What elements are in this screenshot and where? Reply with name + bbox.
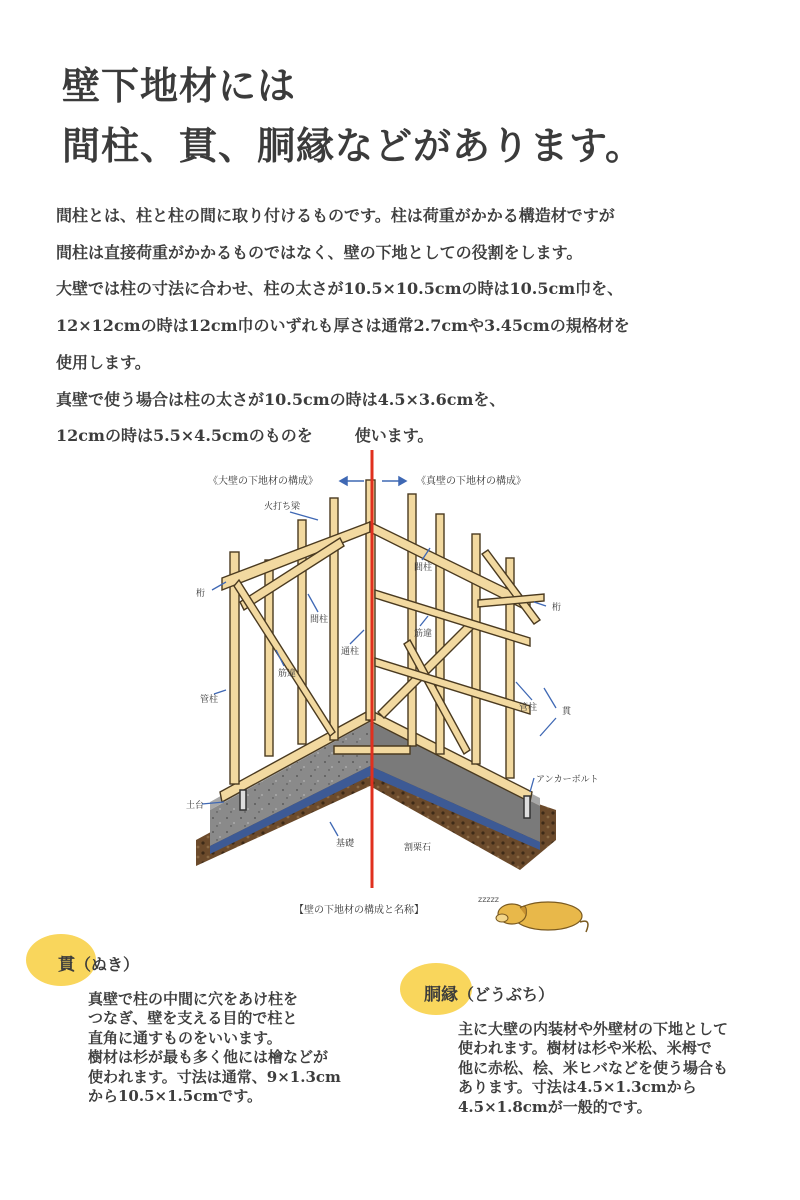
post-right bbox=[408, 494, 416, 746]
nuki-reading: （ぬき） bbox=[75, 955, 140, 974]
doubuchi-line: 4.5×1.8cmが一般的です。 bbox=[458, 1097, 652, 1116]
label-dodai: 土台 bbox=[186, 801, 205, 811]
wood-frame bbox=[220, 480, 544, 802]
beam-left bbox=[222, 522, 370, 590]
label-keta-right: 桁 bbox=[552, 603, 562, 613]
label-mabashira-right: 間柱 bbox=[414, 563, 433, 573]
label-kudabashira-left: 管柱 bbox=[200, 695, 219, 705]
intro-line: 12×12cmの時は12cm巾のいずれも厚さは通常2.7cmや3.45cmの規格材を bbox=[56, 316, 630, 336]
intro-paragraph bbox=[56, 198, 776, 455]
nuki-line: 樹材は杉が最も多く他には檜などが bbox=[88, 1048, 329, 1067]
doubuchi-line: 他に赤松、桧、米ヒバなどを使う場合も bbox=[458, 1058, 729, 1077]
label-sujikai-right: 筋違 bbox=[414, 629, 433, 639]
post-right bbox=[436, 514, 444, 754]
left-heading: 《大壁の下地材の構成》 bbox=[208, 476, 318, 487]
brace-left bbox=[234, 580, 335, 736]
doubuchi-line: 使われます。樹材は杉や米松、米栂で bbox=[458, 1039, 712, 1058]
label-tooribashira: 通柱 bbox=[341, 647, 360, 657]
doubuchi-title bbox=[424, 980, 554, 1005]
sleep-text: zzzzz bbox=[478, 895, 499, 904]
foundation bbox=[196, 712, 556, 870]
label-keta-left: 桁 bbox=[196, 589, 206, 599]
diagram-caption: 【壁の下地材の構成と名称】 bbox=[294, 905, 424, 916]
intro-last-b: 使います。 bbox=[354, 426, 434, 446]
nuki-description bbox=[88, 990, 341, 1106]
title-line-2: 間柱、貫、胴縁などがあります。 bbox=[62, 123, 644, 168]
doubuchi-line: 主に大壁の内装材や外壁材の下地として bbox=[458, 1020, 729, 1038]
nuki-line: 真壁で柱の中間に穴をあけ柱を bbox=[88, 990, 299, 1008]
nuki-line: から10.5×1.5cmです。 bbox=[88, 1087, 263, 1106]
doubuchi-reading: （どうぶち） bbox=[458, 985, 555, 1004]
label-wariguri: 割栗石 bbox=[404, 843, 432, 853]
nuki-line: 使われます。寸法は通常、9×1.3cm bbox=[88, 1067, 341, 1086]
nuki-line: つなぎ、壁を支える目的で柱と bbox=[88, 1009, 298, 1028]
doubuchi-line: あります。寸法は4.5×1.3cmから bbox=[458, 1078, 697, 1097]
nuki-line: 直角に通すものをいいます。 bbox=[88, 1028, 282, 1047]
right-heading: 《真壁の下地材の構成》 bbox=[416, 476, 526, 487]
wall-framing-diagram bbox=[0, 450, 800, 950]
label-anchor-bolt: アンカーボルト bbox=[536, 775, 599, 785]
label-hiuchibari: 火打ち梁 bbox=[264, 502, 301, 512]
intro-line: 使用します。 bbox=[56, 352, 151, 372]
sleeping-dog-icon bbox=[478, 895, 588, 932]
page-title bbox=[62, 56, 644, 176]
intro-last-a: 12cmの時は5.5×4.5cmのものを bbox=[56, 426, 313, 446]
label-sujikai-left: 筋違 bbox=[278, 669, 297, 679]
title-line-1: 壁下地材には bbox=[62, 63, 297, 108]
intro-line: 真壁で使う場合は柱の太さが10.5cmの時は4.5×3.6cmを、 bbox=[56, 389, 506, 409]
doubuchi-title-text: 胴縁 bbox=[424, 985, 458, 1005]
label-mabashira-left: 間柱 bbox=[310, 615, 329, 625]
nuki-title bbox=[58, 950, 139, 975]
label-nuki: 貫 bbox=[562, 707, 572, 717]
post-right bbox=[472, 534, 480, 764]
intro-line: 間柱は直接荷重がかかるものではなく、壁の下地としての役割をします。 bbox=[56, 242, 583, 262]
label-kiso: 基礎 bbox=[336, 839, 355, 849]
intro-line: 間柱とは、柱と柱の間に取り付けるものです。柱は荷重がかかる構造材ですが bbox=[56, 206, 615, 225]
label-kudabashira-right: 管柱 bbox=[519, 703, 538, 713]
doubuchi-description bbox=[458, 1020, 728, 1117]
intro-line: 大壁では柱の寸法に合わせ、柱の太さが10.5×10.5cmの時は10.5cm巾を、 bbox=[56, 279, 624, 299]
nuki-title-text: 貫 bbox=[58, 955, 75, 975]
